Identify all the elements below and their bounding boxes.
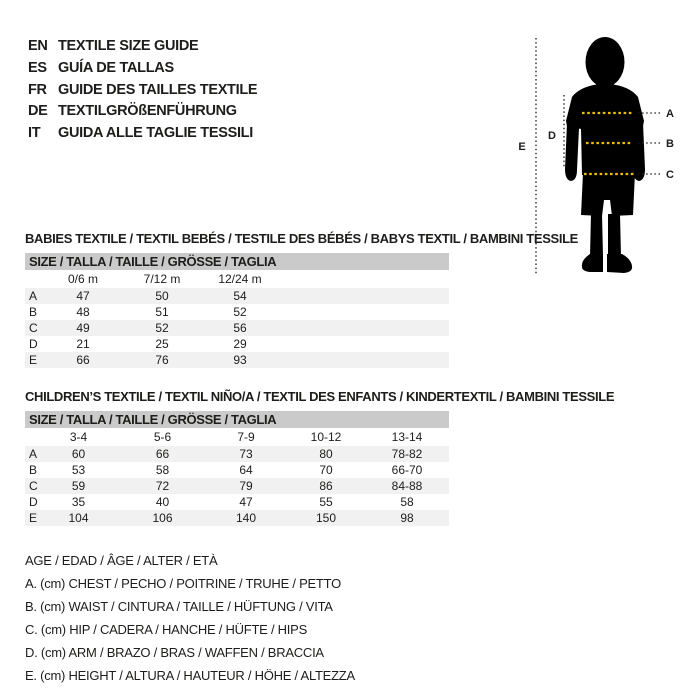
table-row <box>25 462 449 478</box>
value-cell: 53 <box>71 463 86 477</box>
value-cell: 72 <box>155 479 170 493</box>
row-label: E <box>29 353 38 367</box>
row-label: A <box>29 289 38 303</box>
table-row <box>25 304 449 320</box>
measure-label-d: D <box>548 130 556 142</box>
language-title: TEXTILGRÖßENFÜHRUNG <box>58 103 237 120</box>
column-header: 12/24 m <box>218 272 262 286</box>
filler-cell <box>279 270 449 288</box>
corner-cell <box>25 270 43 288</box>
value-cell: 98 <box>400 511 414 525</box>
legend-hip-line: C. (cm) HIP / CADERA / HANCHE / HÜFTE / HIPS <box>25 622 308 637</box>
value-cell: 56 <box>233 321 247 335</box>
value-cell: 52 <box>155 321 169 335</box>
column-header: 13-14 <box>391 430 423 444</box>
legend-chest-line: A. (cm) CHEST / PECHO / POITRINE / TRUHE / PETTO <box>25 576 341 591</box>
value-cell: 66 <box>76 353 90 367</box>
children-header-row <box>25 428 449 446</box>
filler-cell <box>279 304 449 320</box>
row-label: B <box>29 305 38 319</box>
language-row-it <box>28 123 257 145</box>
language-code: DE <box>28 103 48 120</box>
language-code: EN <box>28 38 48 54</box>
table-row <box>25 336 449 352</box>
language-title: TEXTILE SIZE GUIDE <box>58 38 199 54</box>
value-cell: 73 <box>239 447 253 461</box>
table-row <box>25 288 449 304</box>
column-header: 7-9 <box>237 430 255 444</box>
value-cell: 49 <box>76 321 90 335</box>
value-cell: 60 <box>71 447 86 461</box>
row-label: D <box>29 495 38 509</box>
language-code: FR <box>28 81 47 98</box>
value-cell: 55 <box>319 495 333 509</box>
value-cell: 25 <box>155 337 169 351</box>
babies-size-bar: SIZE / TALLA / TAILLE / GRÖSSE / TAGLIA <box>25 253 449 270</box>
children-size-bar: SIZE / TALLA / TAILLE / GRÖSSE / TAGLIA <box>25 411 449 428</box>
filler-cell <box>279 336 449 352</box>
measure-label-a: A <box>666 108 674 120</box>
legend-arm-line: D. (cm) ARM / BRAZO / BRAS / WAFFEN / BRACCIA <box>25 645 324 660</box>
value-cell: 50 <box>155 289 169 303</box>
measure-label-c: C <box>666 169 674 181</box>
value-cell: 93 <box>233 353 247 367</box>
value-cell: 47 <box>76 289 90 303</box>
legend-height-line: E. (cm) HEIGHT / ALTURA / HAUTEUR / HÖHE / ALTEZZA <box>25 668 355 683</box>
row-label: D <box>29 337 38 351</box>
value-cell: 40 <box>155 495 170 509</box>
language-title: GUIDA ALLE TAGLIE TESSILI <box>58 125 253 142</box>
filler-cell <box>279 288 449 304</box>
measure-label-b: B <box>666 138 674 150</box>
language-row-en <box>28 36 257 58</box>
language-row-es <box>28 58 257 80</box>
value-cell: 140 <box>235 511 257 525</box>
value-cell: 86 <box>319 479 333 493</box>
children-section-title: CHILDREN’S TEXTILE / TEXTIL NIÑO/A / TEXTIL DES ENFANTS / KINDERTEXTIL / BAMBINI TESSILE <box>25 389 615 404</box>
legend-waist-line: B. (cm) WAIST / CINTURA / TAILLE / HÜFTUNG / VITA <box>25 599 333 614</box>
row-label: C <box>29 321 38 335</box>
value-cell: 79 <box>239 479 253 493</box>
value-cell: 76 <box>155 353 169 367</box>
language-title: GUÍA DE TALLAS <box>58 59 174 76</box>
value-cell: 70 <box>319 463 333 477</box>
value-cell: 54 <box>233 289 247 303</box>
measurement-legend <box>25 549 355 687</box>
filler-cell <box>279 352 449 368</box>
value-cell: 66-70 <box>391 463 423 477</box>
row-label: C <box>29 479 38 493</box>
row-label: E <box>29 511 38 525</box>
language-code: ES <box>28 59 47 76</box>
filler-cell <box>279 320 449 336</box>
column-header: 7/12 m <box>143 272 181 286</box>
table-row <box>25 478 449 494</box>
value-cell: 66 <box>155 447 170 461</box>
children-size-table <box>25 411 449 526</box>
column-header: 10-12 <box>310 430 342 444</box>
value-cell: 78-82 <box>391 447 423 461</box>
value-cell: 21 <box>76 337 90 351</box>
babies-header-row <box>25 270 449 288</box>
value-cell: 106 <box>152 511 173 525</box>
row-label: B <box>29 463 38 477</box>
value-cell: 59 <box>71 479 86 493</box>
value-cell: 47 <box>239 495 253 509</box>
row-label: A <box>29 447 38 461</box>
language-code: IT <box>28 125 41 142</box>
language-title-list <box>28 36 257 145</box>
language-row-de <box>28 101 257 123</box>
value-cell: 51 <box>155 305 169 319</box>
table-row <box>25 494 449 510</box>
column-header: 5-6 <box>153 430 172 444</box>
legend-age-line: AGE / EDAD / ÂGE / ALTER / ETÀ <box>25 553 218 568</box>
value-cell: 58 <box>400 495 414 509</box>
value-cell: 48 <box>76 305 90 319</box>
value-cell: 58 <box>155 463 170 477</box>
language-row-fr <box>28 80 257 102</box>
babies-size-table <box>25 253 449 368</box>
column-header: 3-4 <box>69 430 88 444</box>
measure-label-e: E <box>518 141 526 153</box>
value-cell: 84-88 <box>391 479 423 493</box>
language-title: GUIDE DES TAILLES TEXTILE <box>58 81 258 98</box>
column-header: 0/6 m <box>67 272 98 286</box>
table-row <box>25 320 449 336</box>
value-cell: 104 <box>68 511 89 525</box>
value-cell: 29 <box>233 337 247 351</box>
value-cell: 150 <box>315 511 337 525</box>
table-row <box>25 446 449 462</box>
babies-section-title: BABIES TEXTILE / TEXTIL BEBÉS / TESTILE DES BÉBÉS / BABYS TEXTIL / BAMBINI TESSILE <box>25 231 579 246</box>
table-row <box>25 352 449 368</box>
value-cell: 35 <box>71 495 86 509</box>
value-cell: 80 <box>319 447 333 461</box>
table-row <box>25 510 449 526</box>
value-cell: 64 <box>239 463 253 477</box>
value-cell: 52 <box>233 305 247 319</box>
corner-cell <box>25 428 37 446</box>
